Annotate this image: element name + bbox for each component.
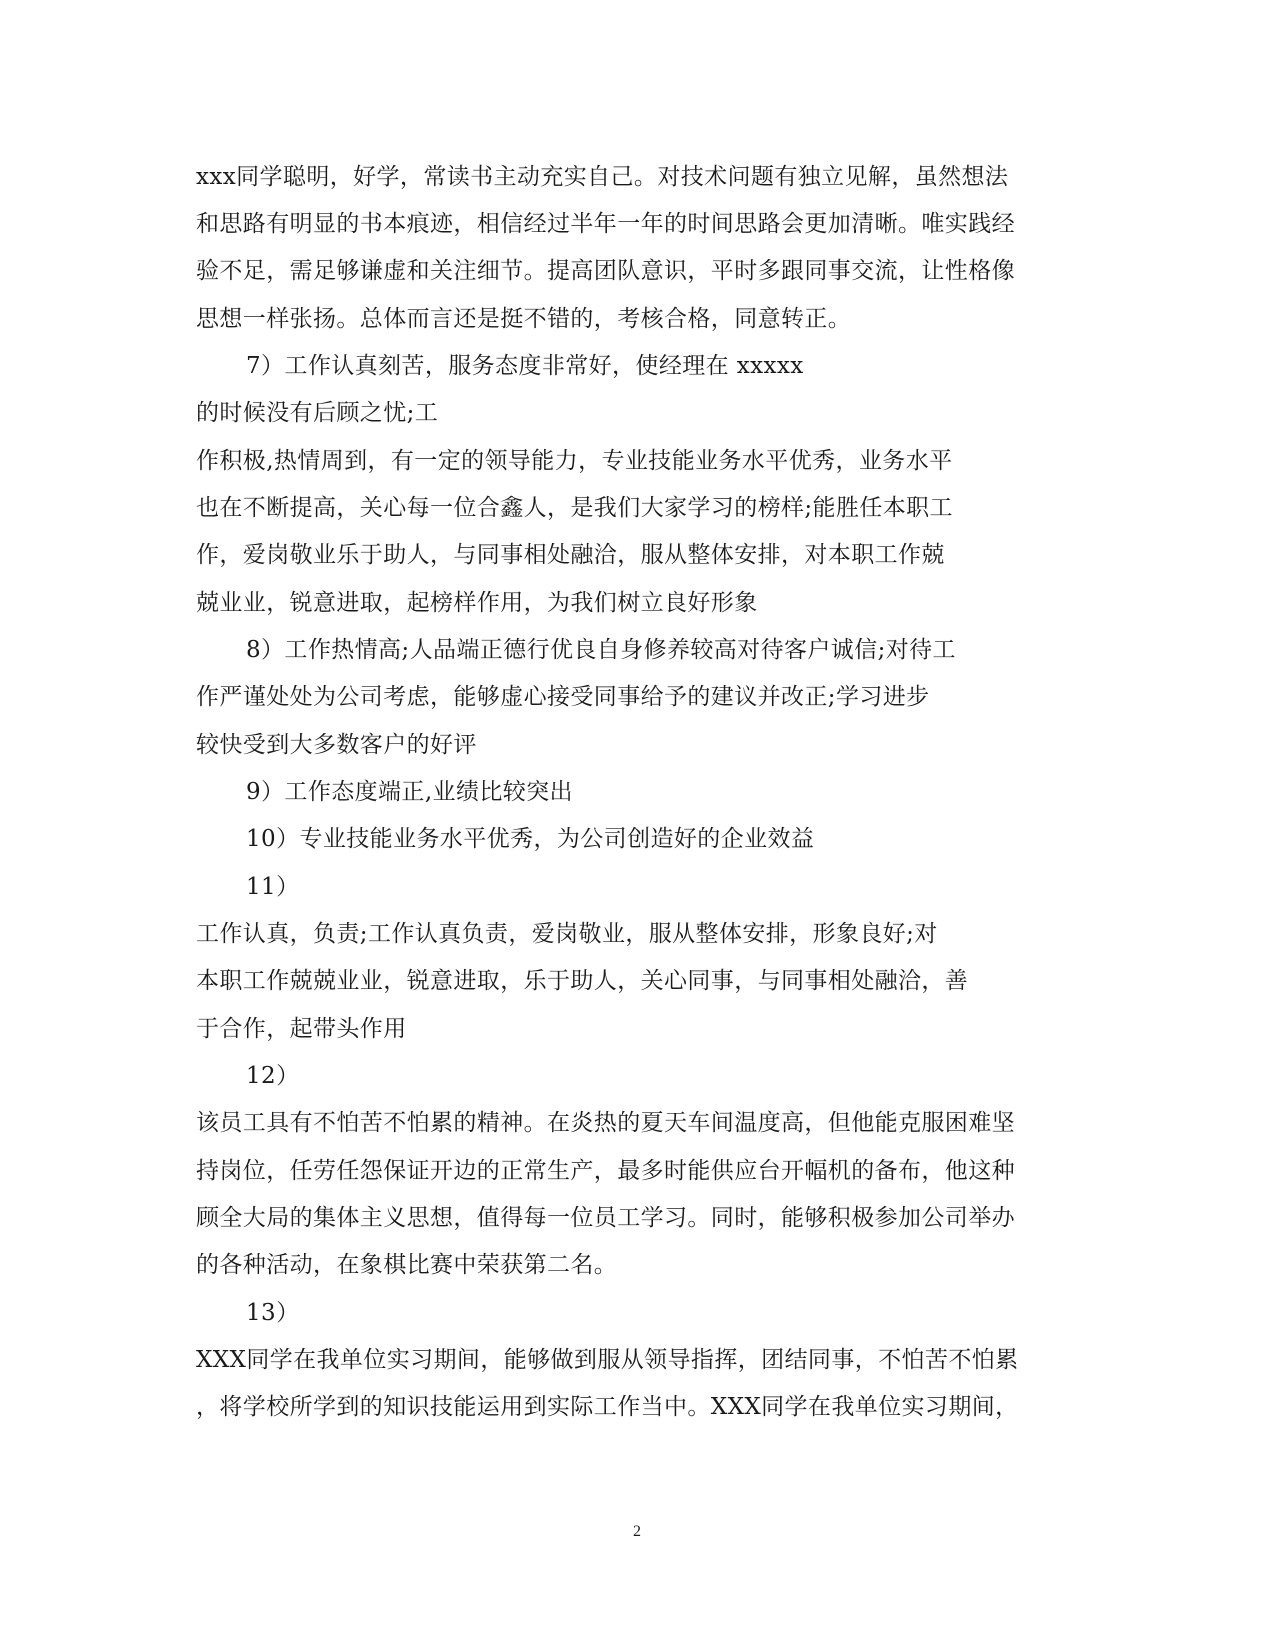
text-line: 7）工作认真刻苦，服务态度非常好，使经理在 xxxxx xyxy=(246,353,804,379)
text-line: 工作认真，负责;工作认真负责，爱岗敬业，服从整体安排，形象良好;对 xyxy=(196,921,938,947)
text-line: 12） xyxy=(246,1063,300,1089)
text-line: 和思路有明显的书本痕迹，相信经过半年一年的时间思路会更加清晰。唯实践经 xyxy=(196,211,1015,237)
text-line: 9）工作态度端正,业绩比较突出 xyxy=(246,779,573,805)
text-line: 作严谨处处为公司考虑，能够虚心接受同事给予的建议并改正;学习进步 xyxy=(196,684,930,710)
text-line: 作积极,热情周到，有一定的领导能力，专业技能业务水平优秀，业务水平 xyxy=(196,448,953,474)
text-line: 验不足，需足够谦虚和关注细节。提高团队意识，平时多跟同事交流，让性格像 xyxy=(196,258,1015,284)
text-line: 于合作，起带头作用 xyxy=(196,1016,407,1042)
text-line: ，将学校所学到的知识技能运用到实际工作当中。XXX同学在我单位实习期间， xyxy=(196,1394,1019,1420)
text-line: 本职工作兢兢业业，锐意进取，乐于助人，关心同事，与同事相处融洽，善 xyxy=(196,968,969,994)
text-line: 的各种活动，在象棋比赛中荣获第二名。 xyxy=(196,1252,618,1278)
text-line: 的时候没有后顾之忧;工 xyxy=(196,400,439,426)
text-line: XXX同学在我单位实习期间，能够做到服从领导指挥，团结同事，不怕苦不怕累 xyxy=(196,1347,1019,1373)
text-line: 也在不断提高，关心每一位合鑫人，是我们大家学习的榜样;能胜任本职工 xyxy=(196,495,953,521)
text-line: 持岗位，任劳任怨保证开边的正常生产，最多时能供应台开幅机的备布，他这种 xyxy=(196,1158,1015,1184)
text-line: 10）专业技能业务水平优秀，为公司创造好的企业效益 xyxy=(246,826,815,852)
text-line: 该员工具有不怕苦不怕累的精神。在炎热的夏天车间温度高，但他能克服困难坚 xyxy=(196,1110,1015,1136)
text-line: 兢业业，锐意进取，起榜样作用，为我们树立良好形象 xyxy=(196,590,758,616)
text-line: 思想一样张扬。总体而言还是挺不错的，考核合格，同意转正。 xyxy=(196,306,852,332)
page-number: 2 xyxy=(633,1523,641,1540)
text-line: 11） xyxy=(246,874,300,900)
text-line: 顾全大局的集体主义思想，值得每一位员工学习。同时，能够积极参加公司举办 xyxy=(196,1205,1015,1231)
text-line: xxx同学聪明，好学，常读书主动充实自己。对技术问题有独立见解，虽然想法 xyxy=(196,164,1009,190)
text-line: 8）工作热情高;人品端正德行优良自身修养较高对待客户诚信;对待工 xyxy=(246,637,956,663)
text-line: 作，爱岗敬业乐于助人，与同事相处融洽，服从整体安排，对本职工作兢 xyxy=(196,542,945,568)
text-line: 较快受到大多数客户的好评 xyxy=(196,732,477,758)
text-line: 13） xyxy=(246,1300,300,1326)
